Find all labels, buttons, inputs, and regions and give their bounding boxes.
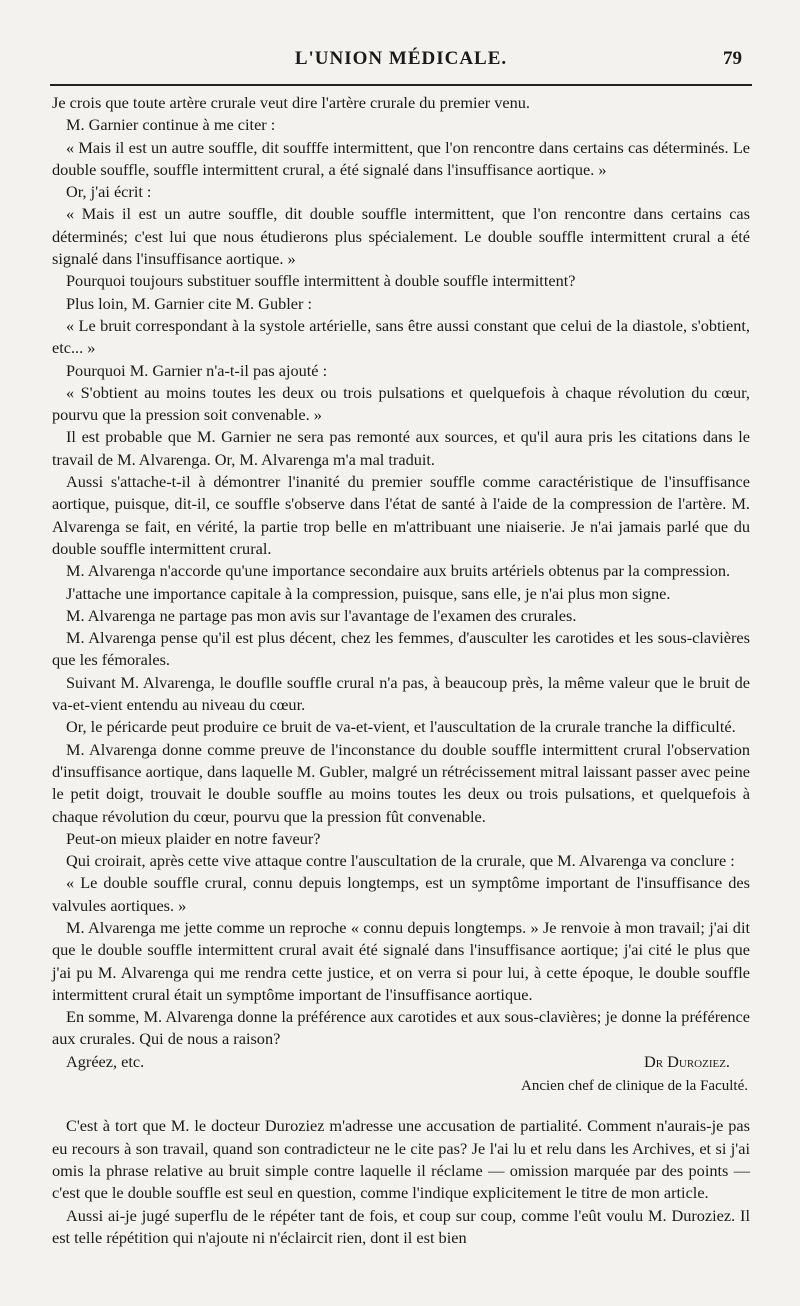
paragraph: « Mais il est un autre souffle, dit soufffe intermittent, que l'on rencontre dans certains cas déterminés. Le double souffle, souffle intermittent crural, a été signalé dans l'insuffisance aortique. »: [52, 137, 750, 179]
signature: Dr Duroziez.: [643, 1051, 730, 1071]
paragraph: Or, le péricarde peut produire ce bruit de va-et-vient, et l'auscultation de la crurale tranche la difficulté.: [66, 717, 736, 737]
paragraph: M. Alvarenga ne partage pas mon avis sur l'avantage de l'examen des crurales.: [66, 605, 577, 625]
paragraph: Il est probable que M. Garnier ne sera pas remonté aux sources, et qu'il aura pris les citations dans le travail de M. Alvarenga. Or, M. Alvarenga m'a mal traduit.: [52, 427, 750, 469]
salutation: Agréez, etc.: [66, 1051, 145, 1071]
reply-paragraph: C'est à tort que M. le docteur Duroziez m'adresse une accusation de partialité. Comment n'aurais-je pas eu recours à son travail, quand son contradicteur ne le cite pas? Je l'ai lu et relu dans les Archives, et si j'ai omis la phrase relative au bruit simple contre laquelle il réclame — omission marquée par des points — c'est que le double souffle est seul en question, comme l'indique explicitement le titre de mon article.: [52, 1116, 750, 1203]
reply-paragraph: Aussi ai-je jugé superflu de le répéter tant de fois, et coup sur coup, comme l'eût voulu M. Duroziez. Il est telle répétition qui n'ajoute ni n'éclaircit rien, dont il est bien: [52, 1205, 750, 1247]
paragraph: M. Alvarenga n'accorde qu'une importance secondaire aux bruits artériels obtenus par la compression.: [66, 561, 731, 581]
paragraph: M. Garnier continue à me citer :: [66, 115, 276, 135]
paragraph: En somme, M. Alvarenga donne la préférence aux carotides et aux sous-clavières; je donne la préférence aux crurales. Qui de nous a raison?: [52, 1007, 750, 1049]
paragraph: M. Alvarenga pense qu'il est plus décent, chez les femmes, d'ausculter les carotides et les sous-clavières que les fémorales.: [52, 628, 750, 670]
paragraph: « S'obtient au moins toutes les deux ou trois pulsations et quelquefois à chaque révolution du cœur, pourvu que la pression soit convenable. »: [52, 382, 750, 425]
paragraph: M. Alvarenga me jette comme un reproche « connu depuis longtemps. » Je renvoie à mon travail; j'ai dit que le double souffle intermittent crural avait été signalé dans l'insuffisance aortique; j'ai cité le plus que j'ai pu M. Alvarenga qui me rendra cette justice, et on verra si pour lui, à cette époque, le double souffle intermittent crural était un symptôme important de l'insuffisance aortique.: [52, 917, 750, 1004]
paragraph: « Le double souffle crural, connu depuis longtemps, est un symptôme important de l'insuffisance des valvules aortiques. »: [52, 873, 750, 915]
page-number: 79: [723, 48, 742, 69]
paragraph: Aussi s'attache-t-il à démontrer l'inanité du premier souffle comme caractéristique de l'insuffisance aortique, puisque, dit-il, ce souffle s'observe dans l'état de santé à l'aide de la compression de l'artère. M. Alvarenga se fait, en vérité, la partie trop belle en m'attribuant une niaiserie. Je n'ai jamais parlé que du double souffle intermittent crural.: [52, 472, 750, 558]
paragraph: Plus loin, M. Garnier cite M. Gubler :: [66, 293, 312, 313]
paragraph: Suivant M. Alvarenga, le douflle souffle crural n'a pas, à beaucoup près, la même valeur que le bruit de va-et-vient entendu au niveau du cœur.: [52, 672, 750, 715]
paragraph: Qui croirait, après cette vive attaque contre l'auscultation de la crurale, que M. Alvarenga va conclure :: [66, 851, 735, 871]
paragraph: Je crois que toute artère crurale veut dire l'artère crurale du premier venu.: [52, 93, 531, 112]
paragraph: Peut-on mieux plaider en notre faveur?: [66, 828, 321, 848]
author-credit: Ancien chef de clinique de la Faculté.: [521, 1078, 748, 1095]
header-rule: [50, 84, 752, 86]
paragraph: « Mais il est un autre souffle, dit double souffle intermittent, que l'on rencontre dans certains cas déterminés; c'est lui que nous étudierons plus spécialement. Le double souffle intermittent crural a été signalé dans l'insuffisance aortique. »: [52, 204, 750, 269]
paragraph: M. Alvarenga donne comme preuve de l'inconstance du double souffle intermittent crural l'observation d'insuffisance aortique, dans laquelle M. Gubler, malgré un rétrécissement mitral laissant passer avec peine le petit doigt, trouvait le double souffle au moins toutes les deux ou trois pulsations, et quelquefois à chaque révolution du cœur, pourvu que la pression fût convenable.: [52, 739, 750, 826]
paragraph: J'attache une importance capitale à la compression, puisque, sans elle, je n'ai plus mon signe.: [66, 583, 671, 603]
journal-title: L'UNION MÉDICALE.: [294, 48, 508, 69]
running-header: [52, 0, 750, 72]
paragraph: « Le bruit correspondant à la systole artérielle, sans être aussi constant que celui de la diastole, s'obtient, etc... »: [52, 315, 750, 358]
section-gap: [52, 1097, 750, 1115]
signoff-line: [52, 1051, 750, 1073]
paragraph: Pourquoi M. Garnier n'a-t-il pas ajouté :: [66, 360, 328, 380]
paragraph: Or, j'ai écrit :: [66, 182, 152, 202]
letter-body: [52, 92, 750, 1249]
paragraph: Pourquoi toujours substituer souffle intermittent à double souffle intermittent?: [66, 271, 576, 291]
